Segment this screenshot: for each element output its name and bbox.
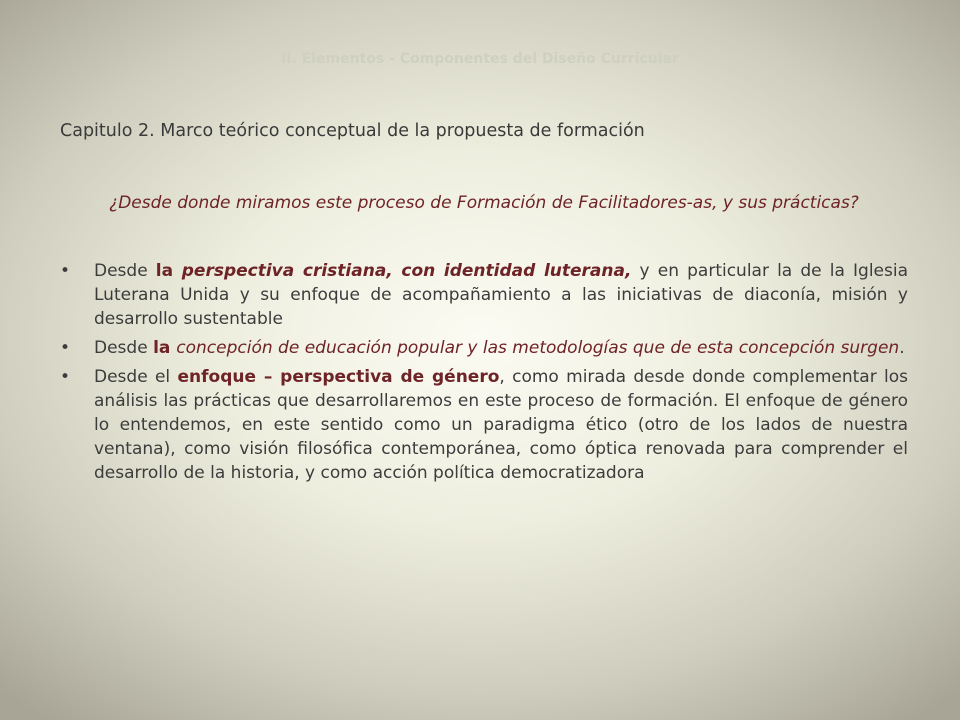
bullet-item-gender-perspective — [60, 365, 908, 485]
bullet-text-segment: Desde — [94, 261, 156, 281]
bullet-text-segment: . — [899, 338, 905, 358]
bullet-list — [60, 259, 908, 485]
bullet-marker: • — [60, 338, 71, 358]
bullet-text-segment: Desde — [94, 338, 154, 358]
bullet-item-popular-education — [60, 336, 908, 360]
chapter-heading: Capitulo 2. Marco teórico conceptual de la propuesta de formación — [60, 121, 645, 141]
bullet-text-segment: , como mirada desde donde complementar los análisis las prácticas que desarrollaremos en este proceso de formación. El enfoque de género lo entendemos, en este sentido como un paradigma ético (otro de los lados de nuestra ventana), como visión filosófica contemporánea, como óptica renovada para comprender el desarrollo de la historia, y como acción política democratizadora — [94, 367, 908, 483]
bullet-marker: • — [60, 261, 71, 281]
bullet-emphasis: concepción de educación popular y las metodologías que de esta concepción surgen — [176, 338, 900, 358]
bullet-item-christian-perspective — [60, 259, 908, 331]
bullet-text-segment: y en particular la de la Iglesia Luterana Unida y su enfoque de acompañamiento a las iniciativas de diaconía, misión y desarrollo sustentable — [94, 261, 909, 329]
bullet-marker: • — [60, 367, 71, 387]
bullet-text-segment: Desde el — [94, 367, 178, 387]
slide-title: II. Elementos - Componentes del Diseño Curricular — [281, 51, 679, 67]
bullet-text-segment: la — [153, 338, 177, 358]
bullet-emphasis: perspectiva cristiana, con identidad luterana, — [181, 261, 632, 281]
slide-content — [60, 117, 908, 490]
bullet-text-segment: la — [155, 261, 182, 281]
guiding-question: ¿Desde donde miramos este proceso de Formación de Facilitadores-as, y sus prácticas? — [109, 193, 859, 213]
bullet-emphasis: enfoque – perspectiva de género — [177, 367, 500, 387]
